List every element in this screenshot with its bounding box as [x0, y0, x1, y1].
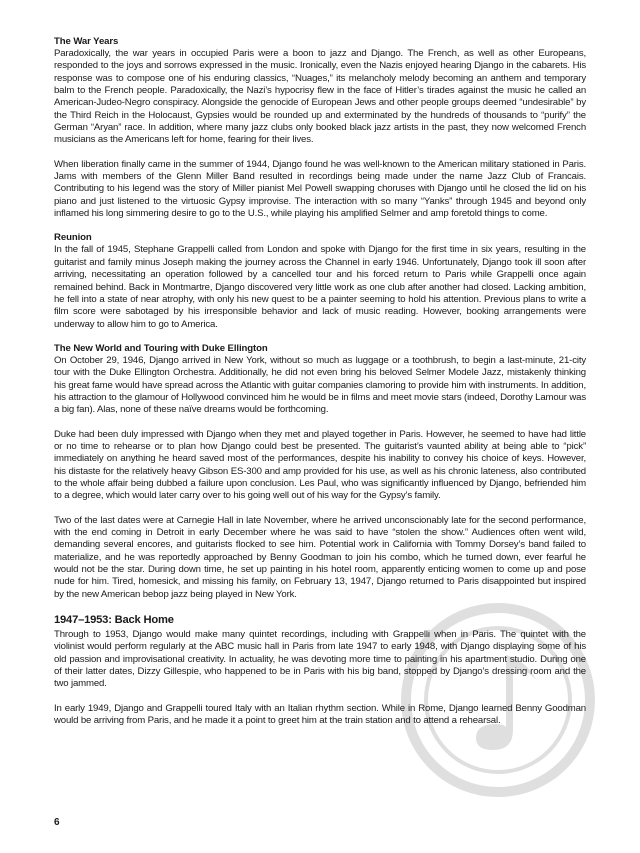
paragraph: Two of the last dates were at Carnegie Hall in late November, where he arrived unconscionably late for the second performance, with the end coming in Detroit in early December where he was said to have “stolen the show.” Audiences often went wild, demanding several encores, and guitarists flocked to see him. Potential work in California with Tommy Dorsey’s band failed to materialize, and he was reportedly approached by Benny Goodman to join his combo, which he turned down, ever fearful he would not be the star. During down time, he set up painting in his hotel room, apparently enticing women to come up and pose nude for him. Tired, homesick, and missing his family, on February 13, 1947, Django returned to Paris disappointed but inspired by the new American bebop jazz being played in New York. — [54, 514, 586, 600]
section-heading-reunion: Reunion — [54, 232, 92, 244]
section-heading-war-years: The War Years — [54, 36, 119, 47]
paragraph: On October 29, 1946, Django arrived in New York, without so much as luggage or a toothbrush, to begin a last-minute, 21-city tour with the Duke Ellington Orchestra. Additionally, he did not even bring his beloved Selmer Modele Jazz, mistakenly thinking his great fame would have spread across the Atlantic with guitar companies clamoring to provide him with instruments. In addition, his attraction to the glamour of Hollywood convinced him he would be in films and meet movie stars (indeed, Dorothy Lamour was a big fan). Alas, none of these naïve dreams would be forthcoming. — [54, 354, 586, 416]
page-number: 6 — [54, 817, 60, 828]
paragraph: Through to 1953, Django would make many quintet recordings, including with Grappelli when in Paris. The quintet with the violinist would perform regularly at the ABC music hall in Paris from late 1947 to early 1948, with Django displaying some of his old passion and improvisational creativity. In actuality, he was devoting more time to painting in his apartment studio. During one of their latter dates, Dizzy Gillespie, who happened to be in Paris with his big band, stopped by Django’s dressing room and the two jammed. — [54, 629, 586, 690]
paragraph: Paradoxically, the war years in occupied Paris were a boon to jazz and Django. The French, as well as other Europeans, responded to the joys and sorrows expressed in the music. Ironically, even the Nazis enjoyed hearing Django in the cabarets. His response was to compose one of his enduring classics, “Nuages,” its melancholy melody becoming an anthem and temporary balm to the French people. Paradoxically, the Nazi’s hypocrisy flew in the face of Hitler’s tirades against the music he called an American-Judeo-Negro conspiracy. Alongside the genocide of European Jews and other people groups deemed “undesirable” by the Third Reich in the Holocaust, Gypsies would be rounded up and exterminated by the hundreds of thousands to “purify” the German “Aryan” race. In addition, where many jazz clubs only booked black jazz artists in the past, they now welcomed French musicians as the Americans left for home, fearing for their lives. — [54, 48, 586, 146]
document-page — [54, 36, 586, 739]
paragraph: When liberation finally came in the summer of 1944, Django found he was well-known to the American military stationed in Paris. Jams with members of the Glenn Miller Band resulted in recordings being made under the name Jazz Club of Francais. Contributing to his legend was the story of Miller pianist Mel Powell swapping choruses with Django until he closed the lid on his piano and just listened to the virtuosic Gypsy improvise. The interaction with so many “Yanks” through 1945 and beyond only inflamed his long simmering desire to go to the U.S., while playing his amplified Selmer and amp foretold things to come. — [54, 158, 586, 220]
paragraph: In the fall of 1945, Stephane Grappelli called from London and spoke with Django for the first time in six years, resulting in the guitarist and family minus Joseph making the journey across the Channel in early 1946. Unfortunately, Django took ill soon after arriving, necessitating an operation followed by a cancelled tour and his forced return to Paris while Grappelli once again remained behind. Back in Montmartre, Django discovered very little work as one club after another had closed. Lacking ambition, he fell into a state of near atrophy, with only his new quest to be a painter seeming to hold his attention. Previous plans to write a film score were sabotaged by his irresponsible behavior and lack of music reading. However, booking arrangements were underway to allow him to go to America. — [54, 244, 586, 330]
paragraph: Duke had been duly impressed with Django when they met and played together in Paris. However, he seemed to have had little or no time to rehearse or to plan how Django could best be presented. The guitarist’s vaunted ability at being able to “pick” immediately on anything he heard saved most of the performances, despite his inability to convey his choice of keys. However, his distaste for the relatively heavy Gibson ES-300 and amp provided for his use, as well as his chronic lateness, also contributed to the whole affair being dubbed a failure upon conclusion. Les Paul, who was significantly influenced by Django, befriended him to a degree, which would later carry over to his going well out of his way for the Gypsy’s family. — [54, 428, 586, 502]
section-heading-new-world: The New World and Touring with Duke Ellington — [54, 342, 268, 354]
paragraph: In early 1949, Django and Grappelli toured Italy with an Italian rhythm section. While in Rome, Django learned Benny Goodman would be arriving from Paris, and he made it a point to greet him at the train station and to attend a rehearsal. — [54, 702, 586, 727]
section-title-back-home: 1947–1953: Back Home — [54, 614, 174, 627]
